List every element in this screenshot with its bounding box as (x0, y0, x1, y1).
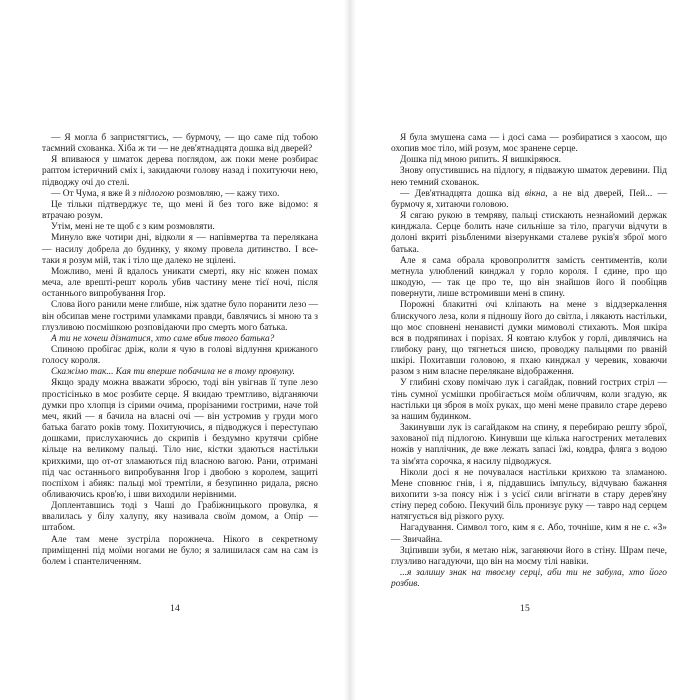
paragraph (391, 378, 667, 423)
paragraph (42, 222, 318, 233)
paragraph (391, 189, 667, 211)
text-run: Доплентавшись тоді з Чаші до Грабіжницького провулка, я ввалилась у білу халупу, яку називала своїм домом, а Опір — штабом. (42, 501, 318, 534)
text-run: У глибині схову помічаю лук і сагайдак, повний гострих стріл — тінь сумної усмішки пробігається моїм обличчям, коли згадую, як настільки ця зброя в моїх руках, що мені мене правило старе дерево за нашим будинком. (391, 378, 667, 422)
text-run: Слова його ранили мене глибше, ніж здатне було поранити лезо — він обсипав мене гострими уламками правди, бавлячись зі мною та з глузливою посмішкою розповідаючи про смерть мого батька. (42, 300, 318, 333)
paragraph (391, 568, 667, 590)
paragraph (391, 468, 667, 524)
paragraph (42, 535, 318, 568)
paragraph (391, 166, 667, 188)
text-run: , а не від дверей, Пей... — бурмочу я, хитаючи головою. (391, 188, 667, 210)
paragraph (391, 155, 667, 166)
text-run: Я була змушена сама — і досі сама — розбиратися з хаосом, що охопив моє тіло, мій розум, моє зранене серце. (391, 133, 667, 155)
text-run: Нагадування. Символ того, ким я є. Або, точніше, ким я не є. «З» — Звичайна. (391, 523, 667, 545)
text-run: Можливо, мені й вдалось уникати смерті, яку ніс кожен помах меча, але врешті-решт король убив частину мене тієї ночі, після останнього випробування Ігор. (42, 266, 318, 300)
text-run: Але я сама обрала кровопролиття замість сентиментів, коли метнула улюблений кинджал у горло короля. І єдине, про що шкодую, — так це про те, що він знайшов його й пообіцяв повернути, лише встромивши мені в спину. (391, 255, 667, 300)
italic-text-run: вікна (524, 188, 546, 199)
paragraph (42, 233, 318, 266)
text-run: Але там мене зустріла порожнеча. Нікого в секретному приміщенні під моїми ногами не було; я залишилася сам на сам із болем і спантеличенням. (42, 534, 318, 567)
paragraph (391, 523, 667, 545)
text-run: Якщо зраду можна вважати зброєю, тоді він увігнав її тупе лезо простісінько в моє розбите серце. Я вкидаю тремтливо, відганяючи думки про хлопця із сірими очима, прорізаними гострими, наче той меч, який — я бачила на власні очі — він устромив у груди мого батька багато років тому. Похитуючись, я підводжуся і переступаю дошками, прислухаючись до скрипів і бездумно крутячи срібне кільце на великому пальці. Тіло ниє, кістки здаються настільки крихкими, що от-от зламаються під власною вагою. Рани, отримані під час останнього випробування Ігор і двобою з королем, защиті поспіхом і абияк: пальці мої тремтіли, я безупинно ридала, рясно обливаючись кров'ю, і шви виходили нерівними. (42, 378, 318, 500)
left-page-text (42, 133, 318, 568)
paragraph (391, 423, 667, 468)
right-page-text (391, 133, 667, 590)
right-gutter-shadow (350, 0, 356, 700)
text-run: Минуло вже чотири дні, відколи я — напівмертва та перелякана — насилу добрела до будинку, у якому провела дитинство. І все-таки я розум мій, так і тіло ще далеко не зцілені. (42, 233, 318, 266)
paragraph (391, 133, 667, 155)
text-run: Я сягаю рукою в темряву, пальці стискають незнайомий держак кинджала. Серце болить наче сильніше за тіло, прагучи відчути в долоні вкриті різьбленими візерунками сталеве руків'я зброї мого батька. (391, 211, 667, 255)
text-run: Знову опустившись на підлогу, я підважую шматок деревини. Під нею темний схованок. (391, 166, 667, 188)
paragraph (42, 200, 318, 222)
text-run: Дошка під мною рипить. Я вишкіряюся. (400, 155, 561, 166)
text-run: — Дев'ятнадцята дошка від (400, 188, 525, 199)
paragraph (42, 189, 318, 200)
paragraph (42, 267, 318, 300)
text-run: Порожні блакитні очі кліпають на мене з віддзеркалення блискучого леза, коли я підношу його до світла, і лякають настільки, що моє сповнені ненависті думки мимоволі стихають. Моя шкіра вся в подряпинах і порізах. Я ковтаю клубок у горлі, дивлячись на глибоку рану, що тягнеться шиєю, проводжу пальцями по рваній шкірі. Похитавши головою, я пхаю кинджал у черевик, ховаючи разом з ним власне перелякане відображення. (391, 300, 667, 378)
paragraph (42, 334, 318, 345)
paragraph (42, 155, 318, 188)
text-run: розмовляю, — кажу тихо. (174, 188, 280, 199)
text-run: Спиною пробігає дріж, коли я чую в голові відлуння крижаного голосу короля. (42, 344, 318, 367)
paragraph (391, 211, 667, 256)
text-run: Ніколи досі я не почувалася настільки крихкою та зламаною. Мене сповнює гнів, і я, піддавшись імпульсу, відчуваю бажання вихопити з-за поясу ніж і з усієї сили вгігнати в стару дерев'яну стіну перед собою. Пекучий біль пронизує руку — тавро над серцем натягується від різкого руху. (391, 467, 667, 523)
italic-text-run: А ти не хочеш дізнатися, хто саме вбив твого батька? (51, 333, 275, 344)
text-run: Зціпивши зуби, я метаю ніж, заганяючи його в стіну. Шрам пече, глузливо нагадуючи, що він на моєму тілі навіки. (391, 545, 667, 567)
page-number-right: 15 (520, 603, 530, 614)
italic-text-run: ...я залишу знак на твоєму серці, аби ти не забула, хто його розбив. (391, 568, 667, 590)
paragraph (42, 133, 318, 155)
text-run: Закинувши лук із сагайдаком на спину, я перебираю решту зброї, захованої під підлогою. Кинувши ще кілька нагострених металевих ножів у наплічник, де вже лежать запасі їжі, ковдра, фляга з водою та зім'ята сорочка, я насилу підводжуся. (391, 423, 667, 467)
right-page (350, 0, 700, 700)
page-number-left: 14 (170, 603, 180, 614)
text-run: Я впиваюся у шматок дерева поглядом, аж поки мене розбирає раптом істеричний сміх і, закидаючи голову назад і похитуючи нею, підводжу очі до стелі. (42, 155, 318, 188)
paragraph (42, 501, 318, 534)
paragraph (391, 546, 667, 568)
italic-text-run: з підлогою (132, 188, 175, 199)
italic-text-run: Скажімо так... Кая ти вперше побачила не в тому провулку. (51, 367, 295, 378)
paragraph (42, 367, 318, 378)
text-run: — Я могла б запристягтись, — бурмочу, — що саме під тобою таємний схованка. Хіба ж ти — не дев'ятнадцята дошка від дверей? (42, 133, 318, 155)
paragraph (42, 345, 318, 367)
paragraph (391, 256, 667, 301)
text-run: Утім, мені не те щоб є з ким розмовляти. (51, 222, 215, 233)
text-run: — От Чума, я вже й (51, 188, 133, 199)
paragraph (391, 300, 667, 378)
paragraph (42, 378, 318, 501)
paragraph (42, 300, 318, 333)
text-run: Це тільки підтверджує те, що мені й без того вже відомо: я втрачаю розум. (42, 199, 318, 222)
